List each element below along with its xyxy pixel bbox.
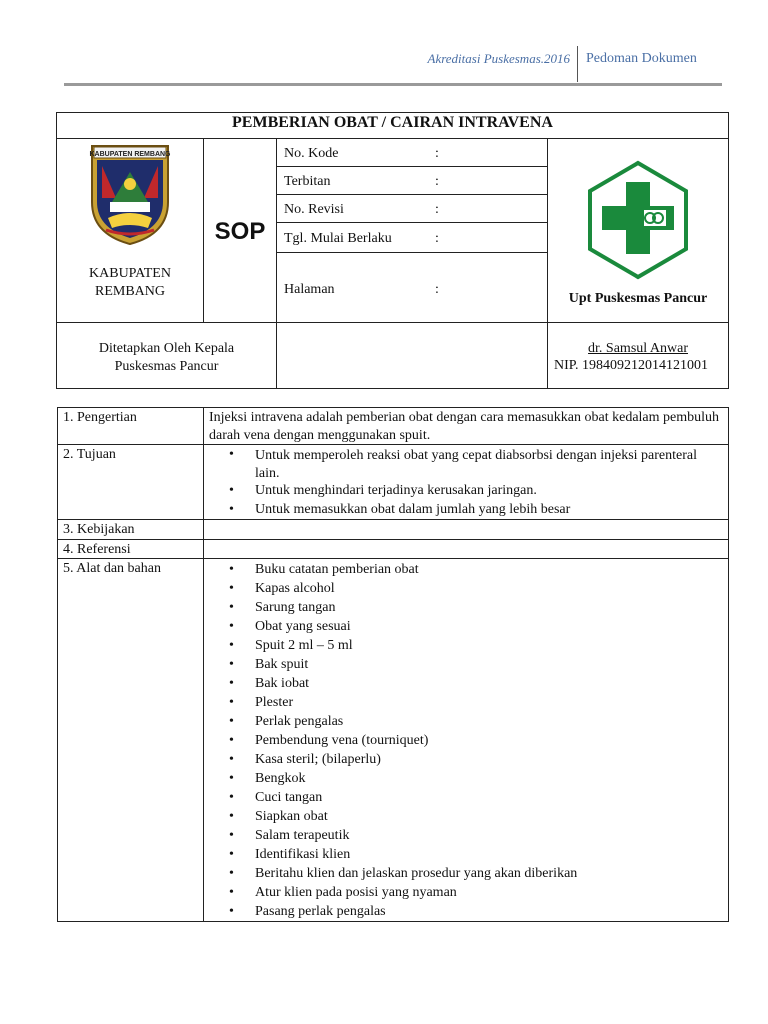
established-by-line2: Puskesmas Pancur: [114, 359, 219, 374]
header-rule: [64, 83, 722, 86]
list-item: • Identifikasi klien: [209, 845, 723, 864]
signer-name: dr. Samsul Anwar: [588, 341, 688, 356]
field-label-tgl-mulai: Tgl. Mulai Berlaku: [284, 231, 392, 246]
list-item: • Atur klien pada posisi yang nyaman: [209, 883, 723, 902]
divider: [276, 194, 547, 195]
table-row: [58, 539, 729, 559]
list-item: • Siapkan obat: [209, 807, 723, 826]
region-emblem-icon: [88, 142, 172, 246]
header-accreditation-label: Akreditasi Puskesmas.2016: [427, 51, 570, 66]
section-text: [204, 539, 729, 559]
list-item: • Buku catatan pemberian obat: [209, 560, 723, 579]
list-item: • Bak iobat: [209, 674, 723, 693]
section-label: 3. Kebijakan: [58, 520, 204, 540]
field-label-terbitan: Terbitan: [284, 174, 331, 189]
region-name-line2: REMBANG: [94, 284, 165, 299]
list-item: • Untuk memasukkan obat dalam jumlah yang lebih besar: [209, 501, 723, 520]
section-list: [204, 559, 729, 922]
puskesmas-logo-icon: [586, 160, 690, 280]
list-item: • Kapas alcohol: [209, 579, 723, 598]
table-row: [58, 445, 729, 520]
header-divider: [577, 46, 578, 82]
sop-content-table: [57, 407, 729, 922]
facility-name: Upt Puskesmas Pancur: [568, 291, 708, 306]
region-name-line1: KABUPATEN: [89, 266, 171, 281]
field-label-halaman: Halaman: [284, 282, 335, 297]
field-value-terbitan: :: [435, 174, 439, 189]
divider: [276, 252, 547, 253]
sop-title: PEMBERIAN OBAT / CAIRAN INTRAVENA: [232, 114, 553, 131]
list-item: • Bak spuit: [209, 655, 723, 674]
divider: [56, 322, 729, 323]
list-item: • Bengkok: [209, 769, 723, 788]
section-label: 1. Pengertian: [58, 408, 204, 445]
list-item: • Salam terapeutik: [209, 826, 723, 845]
list-item: • Spuit 2 ml – 5 ml: [209, 636, 723, 655]
section-list: [204, 445, 729, 520]
table-row: [58, 559, 729, 922]
list-item: • Plester: [209, 693, 723, 712]
section-text: [204, 520, 729, 540]
field-label-no-kode: No. Kode: [284, 146, 339, 161]
divider: [276, 222, 547, 223]
section-label: 4. Referensi: [58, 539, 204, 559]
section-label: 2. Tujuan: [58, 445, 204, 520]
list-item: • Beritahu klien dan jelaskan prosedur yang akan diberikan: [209, 864, 723, 883]
header-document-type: Pedoman Dokumen: [586, 51, 697, 66]
svg-text:KABUPATEN REMBANG: KABUPATEN REMBANG: [89, 151, 171, 158]
divider: [276, 138, 277, 389]
list-item: • Pembendung vena (tourniquet): [209, 731, 723, 750]
divider: [56, 138, 729, 139]
divider: [276, 166, 547, 167]
list-item: • Sarung tangan: [209, 598, 723, 617]
section-text: Injeksi intravena adalah pemberian obat dengan cara memasukkan obat kedalam pembuluh darah vena dengan menggunakan spuit.: [204, 408, 729, 445]
list-item: • Obat yang sesuai: [209, 617, 723, 636]
section-label: 5. Alat dan bahan: [58, 559, 204, 922]
list-item: • Kasa steril; (bilaperlu): [209, 750, 723, 769]
list-item: • Cuci tangan: [209, 788, 723, 807]
field-label-no-revisi: No. Revisi: [284, 202, 344, 217]
established-by-line1: Ditetapkan Oleh Kepala: [98, 341, 235, 356]
list-item: • Untuk menghindari terjadinya kerusakan jaringan.: [209, 482, 723, 501]
list-item: • Untuk memperoleh reaksi obat yang cepat diabsorbsi dengan injeksi parenteral lain.: [209, 446, 723, 482]
table-row: [58, 520, 729, 540]
field-value-no-revisi: :: [435, 202, 439, 217]
field-value-no-kode: :: [435, 146, 439, 161]
field-value-tgl-mulai: :: [435, 231, 439, 246]
list-item: • Perlak pengalas: [209, 712, 723, 731]
field-value-halaman: :: [435, 282, 439, 297]
signer-nip: NIP. 198409212014121001: [554, 358, 709, 373]
table-row: [58, 408, 729, 445]
list-item: • Pasang perlak pengalas: [209, 902, 723, 921]
sop-label: SOP: [214, 218, 266, 245]
